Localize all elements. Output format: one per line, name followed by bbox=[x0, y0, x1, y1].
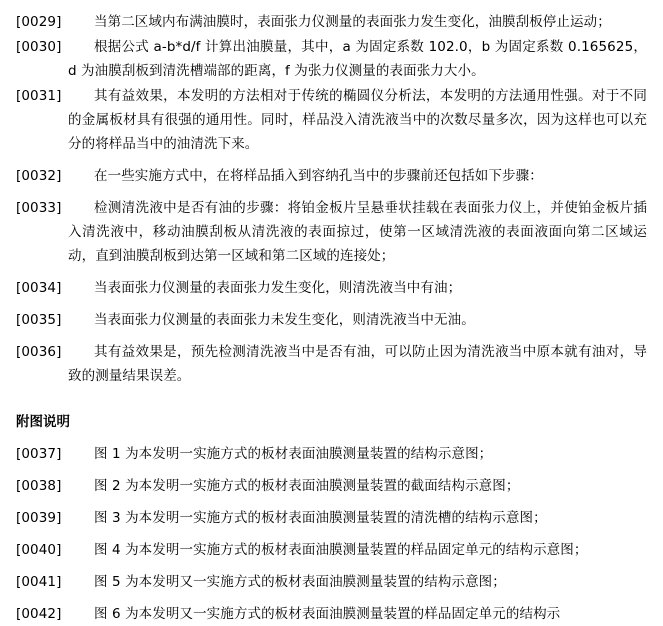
paragraph-spacer bbox=[16, 563, 647, 570]
paragraph-spacer bbox=[16, 499, 647, 506]
paragraph-0035 bbox=[16, 308, 647, 332]
paragraph-text: 图 2 为本发明一实施方式的板材表面油膜测量装置的截面结构示意图； bbox=[94, 478, 520, 495]
paragraph-number: [0030] bbox=[16, 39, 62, 56]
paragraph-spacer bbox=[16, 531, 647, 538]
paragraph-0036 bbox=[16, 340, 647, 388]
paragraph-0042 bbox=[16, 602, 647, 626]
paragraph-0041 bbox=[16, 570, 647, 594]
paragraph-number: [0038] bbox=[16, 478, 62, 495]
paragraph-number: [0033] bbox=[16, 200, 62, 217]
paragraph-number: [0037] bbox=[16, 446, 62, 463]
paragraph-text: 其有益效果是，预先检测清洗液当中是否有油，可以防止因为清洗液当中原本就有油对，导致的测量结果误差。 bbox=[68, 344, 647, 385]
paragraph-0030 bbox=[16, 35, 647, 83]
section-heading: 附图说明 bbox=[16, 414, 70, 431]
paragraph-text: 当第二区域内布满油膜时，表面张力仪测量的表面张力发生变化，油膜刮板停止运动； bbox=[94, 14, 611, 30]
paragraph-0034 bbox=[16, 276, 647, 300]
paragraph-number: [0031] bbox=[16, 88, 62, 105]
paragraph-0033 bbox=[16, 196, 647, 268]
paragraph-text: 检测清洗液中是否有油的步骤：将铂金板片呈悬垂状挂载在表面张力仪上，并使铂金板片插入清洗液中，移动油膜刮板从清洗液的表面掠过，使第一区域清洗液的表面液面向第二区域运动，直到油膜刮板到达第一区域和第二区域的连接处； bbox=[68, 200, 647, 265]
paragraph-spacer bbox=[16, 157, 647, 164]
paragraph-0040 bbox=[16, 538, 647, 562]
paragraph-spacer bbox=[16, 467, 647, 474]
paragraph-number: [0042] bbox=[16, 606, 62, 623]
paragraph-spacer bbox=[16, 269, 647, 276]
paragraph-spacer bbox=[16, 189, 647, 196]
paragraph-spacer bbox=[16, 595, 647, 602]
paragraph-spacer bbox=[16, 301, 647, 308]
paragraph-number: [0036] bbox=[16, 344, 62, 361]
paragraph-number: [0035] bbox=[16, 312, 62, 329]
paragraph-text: 其有益效果，本发明的方法相对于传统的椭圆仪分析法，本发明的方法通用性强。对于不同的金属板材具有很强的通用性。同时，样品没入清洗液当中的次数尽量多次，因为这样也可以充分的将样品当中的油清洗下来。 bbox=[68, 88, 647, 153]
paragraph-text: 当表面张力仪测量的表面张力未发生变化，则清洗液当中无油。 bbox=[94, 312, 475, 329]
paragraph-text: 图 3 为本发明一实施方式的板材表面油膜测量装置的清洗槽的结构示意图； bbox=[94, 510, 547, 527]
paragraph-number: [0032] bbox=[16, 168, 62, 185]
paragraph-0029 bbox=[16, 10, 647, 34]
paragraph-0037 bbox=[16, 442, 647, 466]
paragraph-number: [0041] bbox=[16, 574, 62, 591]
paragraph-text: 在一些实施方式中，在将样品插入到容纳孔当中的步骤前还包括如下步骤： bbox=[94, 168, 543, 185]
paragraph-number: [0040] bbox=[16, 542, 62, 559]
paragraph-0039 bbox=[16, 506, 647, 530]
paragraph-text: 图 4 为本发明一实施方式的板材表面油膜测量装置的样品固定单元的结构示意图； bbox=[94, 542, 588, 559]
paragraph-number: [0029] bbox=[16, 14, 62, 30]
paragraph-text: 图 6 为本发明又一实施方式的板材表面油膜测量装置的样品固定单元的结构示 bbox=[94, 606, 561, 623]
paragraph-text: 图 5 为本发明又一实施方式的板材表面油膜测量装置的结构示意图； bbox=[94, 574, 506, 591]
paragraph-0031 bbox=[16, 84, 647, 156]
paragraph-0038 bbox=[16, 474, 647, 498]
paragraph-spacer bbox=[16, 333, 647, 340]
paragraph-text: 根据公式 a-b*d/f 计算出油膜量，其中，a 为固定系数 102.0，b 为固定系数 0.165625，d 为油膜刮板到清洗槽端部的距离，f 为张力仪测量的表面张力大小。 bbox=[68, 39, 647, 80]
paragraph-text: 图 1 为本发明一实施方式的板材表面油膜测量装置的结构示意图； bbox=[94, 446, 493, 463]
paragraph-number: [0034] bbox=[16, 280, 62, 297]
paragraph-text: 当表面张力仪测量的表面张力发生变化，则清洗液当中有油； bbox=[94, 280, 462, 297]
paragraph-0032 bbox=[16, 164, 647, 188]
paragraph-number: [0039] bbox=[16, 510, 62, 527]
